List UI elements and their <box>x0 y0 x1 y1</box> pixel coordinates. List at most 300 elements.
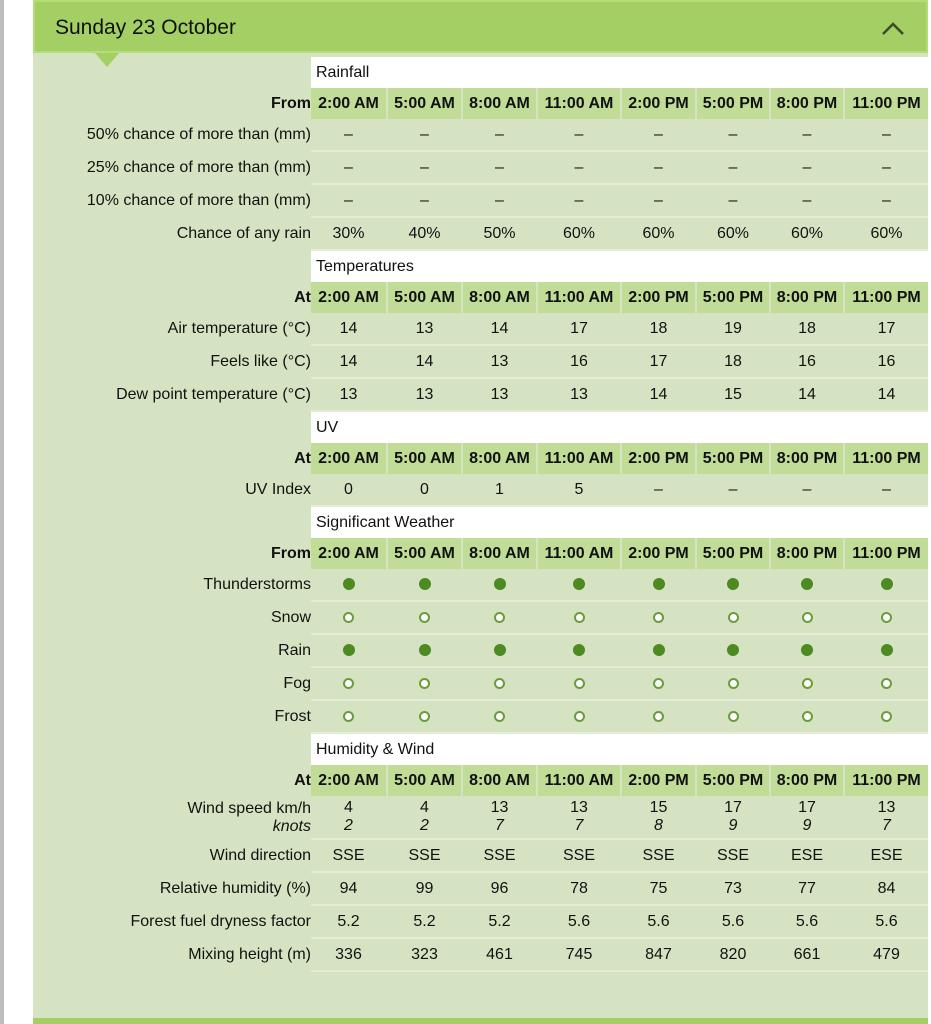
temperatures-value-cell: 13 <box>462 345 537 378</box>
humidity-wind-value-cell: 96 <box>462 872 537 905</box>
time-header-cell: 11:00 PM <box>844 538 928 569</box>
temperatures-row <box>33 378 928 411</box>
temperatures-time-header <box>33 282 928 313</box>
significant-weather-row-label: Thunderstorms <box>203 576 311 593</box>
significant-weather-section-title-row <box>33 506 928 538</box>
significant-weather-value-cell <box>621 700 696 733</box>
wind-speed-label <box>33 796 311 839</box>
empty-circle-icon <box>653 678 664 689</box>
significant-weather-value-cell <box>696 700 770 733</box>
rainfall-value-cell: – <box>311 184 387 217</box>
time-header-cell: 2:00 AM <box>311 765 387 796</box>
rainfall-value-cell: – <box>621 151 696 184</box>
uv-row-label: UV Index <box>245 481 311 498</box>
temperatures-value-cell: 14 <box>621 378 696 411</box>
time-header-cell: 11:00 AM <box>537 282 621 313</box>
significant-weather-row <box>33 634 928 667</box>
temperatures-row-label: Feels like (°C) <box>210 352 311 370</box>
significant-weather-value-cell <box>537 634 621 667</box>
time-header-cell: 5:00 AM <box>387 88 462 119</box>
significant-weather-value-cell <box>387 601 462 634</box>
rainfall-value-cell: – <box>696 119 770 151</box>
significant-weather-value-cell <box>311 700 387 733</box>
temperatures-value-cell: 18 <box>621 313 696 345</box>
significant-weather-head-label: From <box>271 544 311 562</box>
empty-circle-icon <box>653 612 664 623</box>
uv-time-header <box>33 443 928 474</box>
wind-speed-knots: 7 <box>574 817 584 834</box>
significant-weather-value-cell <box>537 601 621 634</box>
time-header-cell: 5:00 PM <box>696 282 770 313</box>
rainfall-time-header <box>33 88 928 119</box>
empty-circle-icon <box>419 612 430 623</box>
significant-weather-row-label: Frost <box>274 707 311 725</box>
time-header-cell: 8:00 PM <box>770 443 844 474</box>
rainfall-value-cell: 50% <box>462 217 537 250</box>
wind-speed-kmh: 4 <box>420 799 429 816</box>
time-header-cell: 11:00 AM <box>537 88 621 119</box>
humidity-wind-row-label: Wind direction <box>209 846 311 864</box>
rainfall-value-cell: 60% <box>844 217 928 250</box>
significant-weather-value-cell <box>387 700 462 733</box>
empty-circle-icon <box>419 678 430 689</box>
uv-head-label: At <box>294 449 311 467</box>
significant-weather-value-cell <box>387 667 462 700</box>
wind-speed-cell <box>696 796 770 839</box>
significant-weather-row <box>33 569 928 601</box>
time-header-cell: 8:00 AM <box>462 765 537 796</box>
temperatures-value-cell: 14 <box>770 378 844 411</box>
empty-circle-icon <box>881 612 892 623</box>
filled-circle-icon <box>727 644 739 656</box>
filled-circle-icon <box>494 644 506 656</box>
rainfall-head-label: From <box>271 94 311 112</box>
rainfall-value-cell: – <box>462 184 537 217</box>
significant-weather-value-cell <box>770 634 844 667</box>
humidity-wind-row-label: Mixing height (m) <box>188 945 311 963</box>
filled-circle-icon <box>573 644 585 656</box>
humidity-wind-value-cell: 5.6 <box>770 905 844 938</box>
wind-speed-knots: 9 <box>802 817 812 834</box>
wind-speed-kmh: 17 <box>724 799 742 816</box>
humidity-wind-value-cell: 5.6 <box>537 905 621 938</box>
time-header-cell: 2:00 PM <box>621 765 696 796</box>
humidity-wind-row <box>33 872 928 905</box>
filled-circle-icon <box>494 578 506 590</box>
time-header-cell: 2:00 PM <box>621 443 696 474</box>
humidity-wind-value-cell: 94 <box>311 872 387 905</box>
humidity-wind-value-cell: 461 <box>462 938 537 971</box>
temperatures-value-cell: 13 <box>311 378 387 411</box>
significant-weather-value-cell <box>844 601 928 634</box>
filled-circle-icon <box>881 578 893 590</box>
empty-circle-icon <box>494 678 505 689</box>
filled-circle-icon <box>801 578 813 590</box>
significant-weather-row <box>33 601 928 634</box>
wind-speed-knots: 2 <box>420 817 429 834</box>
humidity-wind-value-cell: 5.2 <box>387 905 462 938</box>
temperatures-row <box>33 345 928 378</box>
significant-weather-value-cell <box>621 569 696 601</box>
time-header-cell: 2:00 AM <box>311 443 387 474</box>
wind-speed-cell <box>770 796 844 839</box>
wind-speed-knots-label: knots <box>272 817 311 835</box>
rainfall-value-cell: 40% <box>387 217 462 250</box>
humidity-wind-value-cell: SSE <box>387 839 462 872</box>
temperatures-value-cell: 18 <box>696 345 770 378</box>
filled-circle-icon <box>343 644 355 656</box>
time-header-cell: 11:00 AM <box>537 765 621 796</box>
significant-weather-row <box>33 700 928 733</box>
wind-speed-knots: 2 <box>344 817 353 834</box>
time-header-cell: 5:00 AM <box>387 443 462 474</box>
wind-speed-kmh: 15 <box>649 799 668 816</box>
temperatures-row-label: Dew point temperature (°C) <box>116 385 311 403</box>
time-header-cell: 5:00 AM <box>387 538 462 569</box>
time-header-cell: 5:00 AM <box>387 765 462 796</box>
uv-value-cell: 5 <box>537 474 621 506</box>
significant-weather-value-cell <box>770 569 844 601</box>
time-header-cell: 8:00 AM <box>462 88 537 119</box>
significant-weather-value-cell <box>462 700 537 733</box>
time-header-cell: 11:00 PM <box>844 88 928 119</box>
empty-circle-icon <box>343 678 354 689</box>
temperatures-row <box>33 313 928 345</box>
humidity-wind-value-cell: 5.6 <box>844 905 928 938</box>
temperatures-title: Temperatures <box>311 250 928 282</box>
rainfall-value-cell: – <box>462 119 537 151</box>
significant-weather-value-cell <box>770 601 844 634</box>
rainfall-value-cell: – <box>311 119 387 151</box>
humidity-wind-value-cell: 5.6 <box>696 905 770 938</box>
filled-circle-icon <box>881 644 893 656</box>
rainfall-value-cell: – <box>844 119 928 151</box>
significant-weather-row-label: Snow <box>270 608 311 626</box>
significant-weather-value-cell <box>844 667 928 700</box>
temperatures-value-cell: 16 <box>537 345 621 378</box>
rainfall-value-cell: – <box>311 151 387 184</box>
humidity-wind-value-cell: 847 <box>621 938 696 971</box>
temperatures-value-cell: 15 <box>696 378 770 411</box>
empty-circle-icon <box>728 612 739 623</box>
temperatures-section-title-row <box>33 250 928 282</box>
wind-speed-knots: 8 <box>654 817 663 834</box>
rainfall-value-cell: – <box>387 184 462 217</box>
wind-speed-cell <box>537 796 621 839</box>
humidity-wind-value-cell: 84 <box>844 872 928 905</box>
significant-weather-value-cell <box>537 667 621 700</box>
rainfall-row <box>33 217 928 250</box>
humidity-wind-value-cell: ESE <box>844 839 928 872</box>
humidity-wind-value-cell: 323 <box>387 938 462 971</box>
page-left-border <box>0 0 4 1024</box>
wind-speed-cell <box>844 796 928 839</box>
humidity-wind-time-header <box>33 765 928 796</box>
uv-section-title-row <box>33 411 928 443</box>
empty-circle-icon <box>343 612 354 623</box>
rainfall-row-label: 50% chance of more than (mm) <box>86 126 311 143</box>
temperatures-value-cell: 14 <box>844 378 928 411</box>
significant-weather-title: Significant Weather <box>311 506 928 538</box>
time-header-cell: 2:00 PM <box>621 88 696 119</box>
time-header-cell: 5:00 AM <box>387 282 462 313</box>
significant-weather-value-cell <box>621 634 696 667</box>
wind-speed-cell <box>462 796 537 839</box>
empty-circle-icon <box>802 711 813 722</box>
temperatures-value-cell: 14 <box>462 313 537 345</box>
humidity-wind-value-cell: SSE <box>621 839 696 872</box>
temperatures-value-cell: 13 <box>387 378 462 411</box>
significant-weather-value-cell <box>462 634 537 667</box>
empty-circle-icon <box>802 678 813 689</box>
time-header-cell: 5:00 PM <box>696 765 770 796</box>
significant-weather-value-cell <box>311 601 387 634</box>
time-header-cell: 8:00 AM <box>462 538 537 569</box>
rainfall-value-cell: 60% <box>621 217 696 250</box>
humidity-wind-row-label: Relative humidity (%) <box>159 879 311 897</box>
significant-weather-value-cell <box>696 569 770 601</box>
humidity-wind-value-cell: 745 <box>537 938 621 971</box>
rainfall-section-title-row <box>33 57 928 88</box>
rainfall-row-label: Chance of any rain <box>176 224 311 242</box>
empty-circle-icon <box>653 711 664 722</box>
empty-circle-icon <box>728 711 739 722</box>
time-header-cell: 5:00 PM <box>696 538 770 569</box>
rainfall-value-cell: 30% <box>311 217 387 250</box>
rainfall-row-label: 25% chance of more than (mm) <box>86 158 311 176</box>
rainfall-title: Rainfall <box>311 57 928 88</box>
significant-weather-value-cell <box>621 667 696 700</box>
significant-weather-value-cell <box>537 700 621 733</box>
temperatures-value-cell: 13 <box>462 378 537 411</box>
rainfall-value-cell: – <box>770 184 844 217</box>
chevron-up-icon[interactable] <box>881 20 905 36</box>
significant-weather-value-cell <box>696 601 770 634</box>
rainfall-row <box>33 119 928 151</box>
rainfall-value-cell: – <box>621 119 696 151</box>
uv-row <box>33 474 928 506</box>
significant-weather-value-cell <box>621 601 696 634</box>
time-header-cell: 8:00 AM <box>462 282 537 313</box>
significant-weather-value-cell <box>537 569 621 601</box>
significant-weather-value-cell <box>770 667 844 700</box>
humidity-wind-value-cell: 99 <box>387 872 462 905</box>
humidity-wind-value-cell: 75 <box>621 872 696 905</box>
humidity-wind-value-cell: 78 <box>537 872 621 905</box>
temperatures-row-label: Air temperature (°C) <box>167 320 311 337</box>
time-header-cell: 11:00 PM <box>844 282 928 313</box>
empty-circle-icon <box>494 711 505 722</box>
filled-circle-icon <box>727 578 739 590</box>
humidity-wind-value-cell: 5.2 <box>311 905 387 938</box>
humidity-wind-head-label: At <box>294 771 311 789</box>
humidity-wind-value-cell: SSE <box>696 839 770 872</box>
uv-value-cell: 0 <box>387 474 462 506</box>
humidity-wind-value-cell: ESE <box>770 839 844 872</box>
humidity-wind-row <box>33 938 928 971</box>
significant-weather-row-label: Fog <box>283 674 311 692</box>
empty-circle-icon <box>881 678 892 689</box>
wind-speed-cell <box>311 796 387 839</box>
time-header-cell: 11:00 AM <box>537 443 621 474</box>
rainfall-value-cell: – <box>387 151 462 184</box>
significant-weather-row <box>33 667 928 700</box>
wind-speed-kmh-label: Wind speed km/h <box>187 799 311 817</box>
wind-speed-kmh: 13 <box>877 799 896 816</box>
filled-circle-icon <box>419 644 431 656</box>
temperatures-head-label: At <box>294 288 311 306</box>
wind-speed-kmh: 17 <box>798 799 816 816</box>
humidity-wind-value-cell: 73 <box>696 872 770 905</box>
significant-weather-value-cell <box>462 667 537 700</box>
humidity-wind-row <box>33 839 928 872</box>
significant-weather-value-cell <box>387 569 462 601</box>
empty-circle-icon <box>574 612 585 623</box>
wind-speed-kmh: 13 <box>570 799 588 816</box>
uv-value-cell: – <box>844 474 928 506</box>
temperatures-value-cell: 14 <box>387 345 462 378</box>
time-header-cell: 2:00 PM <box>621 538 696 569</box>
humidity-wind-value-cell: 479 <box>844 938 928 971</box>
significant-weather-value-cell <box>696 634 770 667</box>
significant-weather-value-cell <box>387 634 462 667</box>
time-header-cell: 11:00 PM <box>844 765 928 796</box>
empty-circle-icon <box>574 711 585 722</box>
humidity-wind-value-cell: SSE <box>537 839 621 872</box>
time-header-cell: 11:00 AM <box>537 538 621 569</box>
humidity-wind-section-title-row <box>33 733 928 765</box>
wind-speed-kmh: 13 <box>490 799 509 816</box>
time-header-cell: 8:00 PM <box>770 765 844 796</box>
rainfall-value-cell: – <box>537 184 621 217</box>
significant-weather-value-cell <box>311 634 387 667</box>
wind-speed-cell <box>621 796 696 839</box>
temperatures-value-cell: 13 <box>537 378 621 411</box>
rainfall-value-cell: – <box>462 151 537 184</box>
filled-circle-icon <box>573 578 585 590</box>
humidity-wind-row-label: Forest fuel dryness factor <box>130 912 311 930</box>
day-title: Sunday 23 October <box>55 16 236 39</box>
forecast-table <box>33 57 928 972</box>
significant-weather-value-cell <box>311 667 387 700</box>
temperatures-value-cell: 18 <box>770 313 844 345</box>
rainfall-value-cell: – <box>621 184 696 217</box>
rainfall-value-cell: – <box>844 151 928 184</box>
significant-weather-value-cell <box>844 569 928 601</box>
empty-circle-icon <box>574 678 585 689</box>
temperatures-value-cell: 17 <box>844 313 928 345</box>
temperatures-value-cell: 16 <box>770 345 844 378</box>
time-header-cell: 2:00 AM <box>311 538 387 569</box>
humidity-wind-row <box>33 905 928 938</box>
wind-speed-knots: 7 <box>495 817 504 834</box>
time-header-cell: 8:00 PM <box>770 88 844 119</box>
uv-title: UV <box>311 411 928 443</box>
empty-circle-icon <box>881 711 892 722</box>
uv-value-cell: – <box>621 474 696 506</box>
temperatures-value-cell: 16 <box>844 345 928 378</box>
humidity-wind-value-cell: 820 <box>696 938 770 971</box>
humidity-wind-value-cell: SSE <box>462 839 537 872</box>
wind-speed-knots: 9 <box>728 817 738 834</box>
empty-circle-icon <box>419 711 430 722</box>
next-day-header-edge <box>33 1018 928 1024</box>
time-header-cell: 2:00 AM <box>311 282 387 313</box>
temperatures-value-cell: 17 <box>537 313 621 345</box>
significant-weather-value-cell <box>844 700 928 733</box>
significant-weather-row-label: Rain <box>278 641 311 659</box>
uv-value-cell: – <box>696 474 770 506</box>
time-header-cell: 8:00 AM <box>462 443 537 474</box>
humidity-wind-value-cell: 5.6 <box>621 905 696 938</box>
wind-speed-cell <box>387 796 462 839</box>
humidity-wind-value-cell: SSE <box>311 839 387 872</box>
temperatures-value-cell: 17 <box>621 345 696 378</box>
significant-weather-time-header <box>33 538 928 569</box>
time-header-cell: 2:00 AM <box>311 88 387 119</box>
rainfall-value-cell: – <box>696 151 770 184</box>
filled-circle-icon <box>801 644 813 656</box>
humidity-wind-value-cell: 5.2 <box>462 905 537 938</box>
time-header-cell: 2:00 PM <box>621 282 696 313</box>
time-header-cell: 8:00 PM <box>770 538 844 569</box>
rainfall-value-cell: 60% <box>696 217 770 250</box>
temperatures-value-cell: 14 <box>311 313 387 345</box>
day-forecast-panel <box>33 0 928 1024</box>
filled-circle-icon <box>343 578 355 590</box>
filled-circle-icon <box>653 578 665 590</box>
wind-speed-knots: 7 <box>882 817 891 834</box>
day-header[interactable] <box>33 0 928 53</box>
rainfall-row <box>33 151 928 184</box>
significant-weather-value-cell <box>462 601 537 634</box>
uv-value-cell: 1 <box>462 474 537 506</box>
empty-circle-icon <box>494 612 505 623</box>
temperatures-value-cell: 13 <box>387 313 462 345</box>
significant-weather-value-cell <box>844 634 928 667</box>
humidity-wind-value-cell: 336 <box>311 938 387 971</box>
rainfall-value-cell: 60% <box>770 217 844 250</box>
humidity-wind-value-cell: 77 <box>770 872 844 905</box>
rainfall-value-cell: – <box>770 119 844 151</box>
significant-weather-value-cell <box>462 569 537 601</box>
wind-speed-kmh: 4 <box>344 799 353 816</box>
empty-circle-icon <box>802 612 813 623</box>
empty-circle-icon <box>343 711 354 722</box>
time-header-cell: 5:00 PM <box>696 443 770 474</box>
rainfall-row <box>33 184 928 217</box>
time-header-cell: 11:00 PM <box>844 443 928 474</box>
wind-speed-row <box>33 796 928 839</box>
rainfall-value-cell: – <box>696 184 770 217</box>
rainfall-value-cell: – <box>387 119 462 151</box>
rainfall-value-cell: – <box>537 119 621 151</box>
rainfall-row-label: 10% chance of more than (mm) <box>86 191 311 209</box>
rainfall-value-cell: – <box>770 151 844 184</box>
filled-circle-icon <box>653 644 665 656</box>
time-header-cell: 8:00 PM <box>770 282 844 313</box>
significant-weather-value-cell <box>311 569 387 601</box>
significant-weather-value-cell <box>770 700 844 733</box>
empty-circle-icon <box>728 678 739 689</box>
humidity-wind-value-cell: 661 <box>770 938 844 971</box>
rainfall-value-cell: 60% <box>537 217 621 250</box>
rainfall-value-cell: – <box>844 184 928 217</box>
filled-circle-icon <box>419 578 431 590</box>
temperatures-value-cell: 14 <box>311 345 387 378</box>
rainfall-value-cell: – <box>537 151 621 184</box>
temperatures-value-cell: 19 <box>696 313 770 345</box>
